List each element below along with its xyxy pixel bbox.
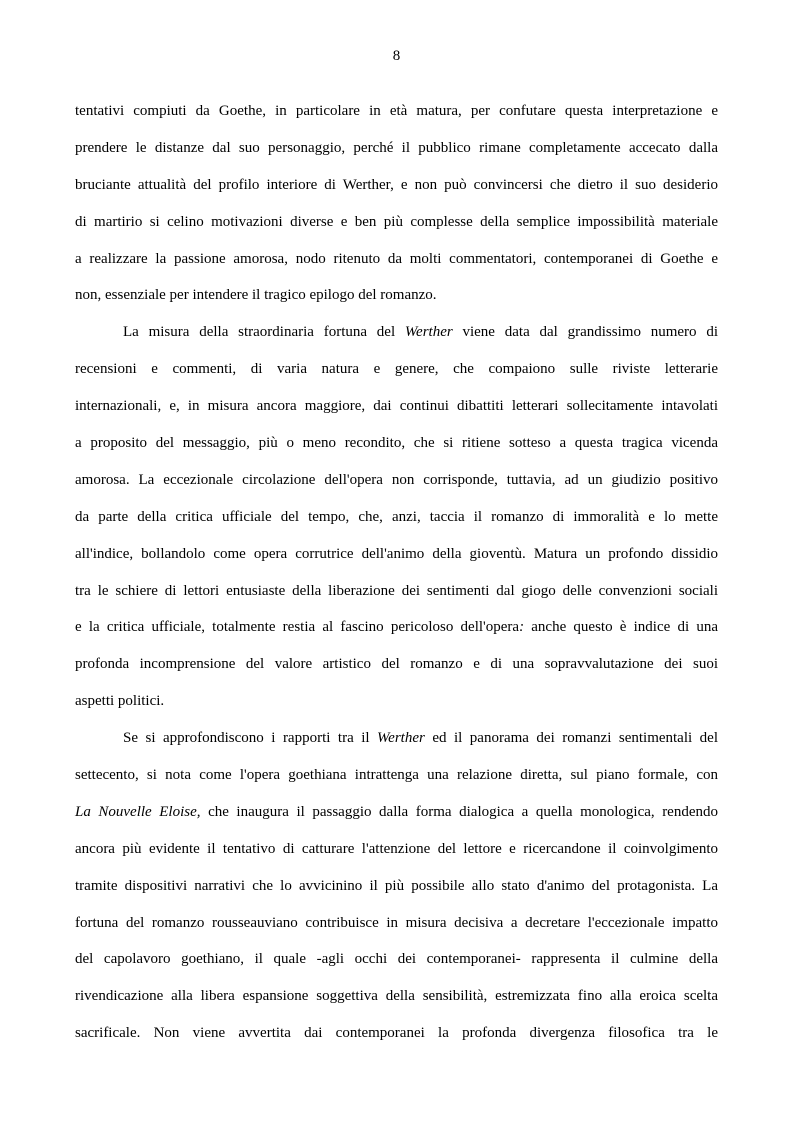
page-number: 8 <box>392 48 401 64</box>
text-run: da parte della critica ufficiale del tempo, che, anzi, taccia il romanzo di immoralità e lo mette <box>75 508 718 525</box>
text-run: ed il panorama dei romanzi sentimentali del <box>424 730 718 747</box>
text-line <box>75 462 718 499</box>
text-line <box>75 941 718 978</box>
text-line <box>75 646 718 683</box>
text-line <box>75 388 718 425</box>
text-run: a realizzare la passione amorosa, nodo ritenuto da molti commentatori, contemporanei di Goethe e <box>75 250 718 267</box>
text-line <box>75 536 718 573</box>
text-line <box>75 130 718 167</box>
text-line <box>75 905 718 942</box>
text-line <box>75 868 718 905</box>
italic-text: La Nouvelle Eloise, <box>75 803 201 820</box>
text-line <box>75 609 718 646</box>
text-run: all'indice, bollandolo come opera corrutrice dell'animo della gioventù. Matura un profondo dissidio <box>75 545 718 562</box>
text-run: ancora più evidente il tentativo di catturare l'attenzione del lettore e ricercandone il coinvolgimento <box>75 840 718 857</box>
text-line <box>75 794 718 831</box>
text-line <box>75 499 718 536</box>
text-line <box>75 314 718 351</box>
text-run: prendere le distanze dal suo personaggio, perché il pubblico rimane completamente accecato dalla <box>75 139 718 156</box>
text-run: amorosa. La eccezionale circolazione dell'opera non corrisponde, tuttavia, ad un giudizio positivo <box>75 471 718 488</box>
text-line <box>75 757 718 794</box>
text-line <box>75 93 718 130</box>
text-line <box>75 425 718 462</box>
text-line <box>75 277 718 314</box>
text-run: settecento, si nota come l'opera goethiana intrattenga una relazione diretta, sul piano formale, con <box>75 767 718 784</box>
text-run: recensioni e commenti, di varia natura e genere, che compaiono sulle riviste letterarie <box>75 361 718 378</box>
paragraph <box>75 720 718 1052</box>
text-run: a proposito del messaggio, più o meno recondito, che si ritiene sotteso a questa tragica vicenda <box>75 435 718 452</box>
text-run: anche questo è indice di una <box>524 619 718 636</box>
paragraph <box>75 314 718 720</box>
italic-text: Werther <box>404 324 453 341</box>
text-line <box>75 241 718 278</box>
text-run: profonda incomprensione del valore artistico del romanzo e di una sopravvalutazione dei suoi <box>75 656 718 673</box>
text-line <box>75 831 718 868</box>
text-run: fortuna del romanzo rousseauviano contribuisce in misura decisiva a decretare l'eccezionale impatto <box>75 914 718 931</box>
text-line <box>75 573 718 610</box>
text-run: aspetti politici. <box>75 693 165 710</box>
text-run: e la critica ufficiale, totalmente restia al fascino pericoloso dell'opera <box>75 619 520 636</box>
paragraph <box>75 93 718 314</box>
italic-text: : <box>519 619 525 636</box>
text-run: tramite dispositivi narrativi che lo avvicinino il più possibile allo stato d'animo del protagonista. La <box>75 877 718 894</box>
text-run: bruciante attualità del profilo interiore di Werther, e non può convincersi che dietro il suo desiderio <box>75 176 718 193</box>
text-run: del capolavoro goethiano, il quale -agli occhi dei contemporanei- rappresenta il culmine della <box>75 951 718 968</box>
text-line <box>75 978 718 1015</box>
text-line <box>75 1015 718 1052</box>
text-run: tentativi compiuti da Goethe, in particolare in età matura, per confutare questa interpretazione e <box>75 103 718 119</box>
text-run: sacrificale. Non viene avvertita dai contemporanei la profonda divergenza filosofica tra le <box>75 1025 718 1042</box>
text-line <box>75 683 718 720</box>
text-run: viene data dal grandissimo numero di <box>452 324 718 341</box>
text-run: La misura della straordinaria fortuna del <box>123 324 405 341</box>
text-run: tra le schiere di lettori entusiaste della liberazione dei sentimenti dal giogo delle convenzioni sociali <box>75 582 718 599</box>
text-line <box>75 204 718 241</box>
body-text <box>75 93 718 1052</box>
text-line <box>75 351 718 388</box>
text-run: non, essenziale per intendere il tragico epilogo del romanzo. <box>75 287 437 304</box>
text-line <box>75 720 718 757</box>
text-run: internazionali, e, in misura ancora maggiore, dai continui dibattiti letterari sollecitamente intavolati <box>75 398 718 415</box>
italic-text: Werther <box>377 730 425 747</box>
text-run: Se si approfondiscono i rapporti tra il <box>123 730 378 747</box>
text-run: che inaugura il passaggio dalla forma dialogica a quella monologica, rendendo <box>200 803 718 820</box>
text-line <box>75 167 718 204</box>
text-run: rivendicazione alla libera espansione soggettiva della sensibilità, estremizzata fino alla eroica scelta <box>75 988 718 1005</box>
text-run: di martirio si celino motivazioni diverse e ben più complesse della semplice impossibilità materiale <box>75 213 718 230</box>
